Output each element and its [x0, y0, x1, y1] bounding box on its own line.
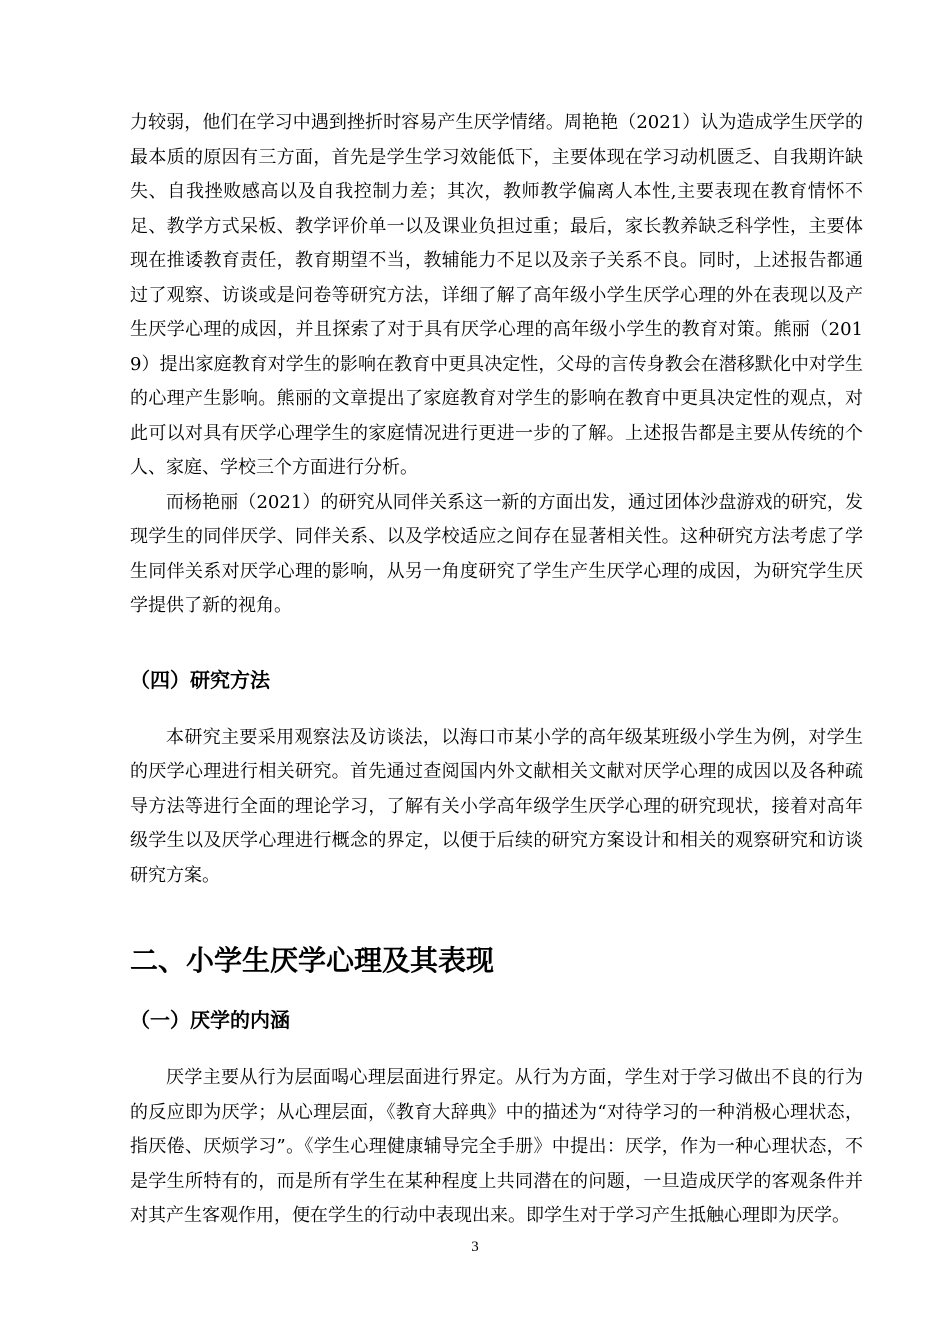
paragraph-research-methods: 本研究主要采用观察法及访谈法，以海口市某小学的高年级某班级小学生为例，对学生的厌学心理进行相关研究。首先通过查阅国内外文献相关文献对厌学心理的成因以及各种疏导方法等进行全面的理论学习，了解有关小学高年级学生厌学心理的研究现状，接着对高年级学生以及厌学心理进行概念的界定，以便于后续的研究方案设计和相关的观察研究和访谈研究方案。	[130, 726, 863, 886]
page-number: 3	[471, 1239, 479, 1255]
chapter-heading-two: 二、小学生厌学心理及其表现	[130, 944, 495, 977]
paragraph-peer-relations: 而杨艳丽（2021）的研究从同伴关系这一新的方面出发，通过团体沙盘游戏的研究，发现学生的同伴厌学、同伴关系、以及学校适应之间存在显著相关性。这种研究方法考虑了学生同伴关系对厌学心理的影响，从另一角度研究了学生产生厌学心理的成因，为研究学生厌学提供了新的视角。	[130, 491, 863, 616]
paragraph-definition: 厌学主要从行为层面喝心理层面进行界定。从行为方面，学生对于学习做出不良的行为的反应即为厌学；从心理层面，《教育大辞典》中的描述为“对待学习的一种消极心理状态，指厌倦、厌烦学习”。《学生心理健康辅导完全手册》中提出：厌学，作为一种心理状态，不是学生所特有的，而是所有学生在某种程度上共同潜在的问题，一旦造成厌学的客观条件并对其产生客观作用，便在学生的行动中表现出来。即学生对于学习产生抵触心理即为厌学。	[130, 1067, 863, 1226]
page-content	[130, 106, 863, 1234]
section-heading-research-methods: （四）研究方法	[130, 667, 270, 692]
section-heading-definition: （一）厌学的内涵	[130, 1008, 290, 1032]
paragraph-literature-review: 力较弱，他们在学习中遇到挫折时容易产生厌学情绪。周艳艳（2021）认为造成学生厌学的最本质的原因有三方面，首先是学生学习效能低下，主要体现在学习动机匮乏、自我期许缺失、自我挫败感高以及自我控制力差；其次，教师教学偏离人本性,主要表现在教育情怀不足、教学方式呆板、教学评价单一以及课业负担过重；最后，家长教养缺乏科学性，主要体现在推诿教育责任，教育期望不当，教辅能力不足以及亲子关系不良。同时，上述报告都通过了观察、访谈或是问卷等研究方法，详细了解了高年级小学生厌学心理的外在表现以及产生厌学心理的成因，并且探索了对于具有厌学心理的高年级小学生的教育对策。熊丽（2019）提出家庭教育对学生的影响在教育中更具决定性，父母的言传身教会在潜移默化中对学生的心理产生影响。熊丽的文章提出了家庭教育对学生的影响在教育中更具决定性的观点，对此可以对具有厌学心理学生的家庭情况进行更进一步的了解。上述报告都是主要从传统的个人、家庭、学校三个方面进行分析。	[130, 112, 863, 478]
